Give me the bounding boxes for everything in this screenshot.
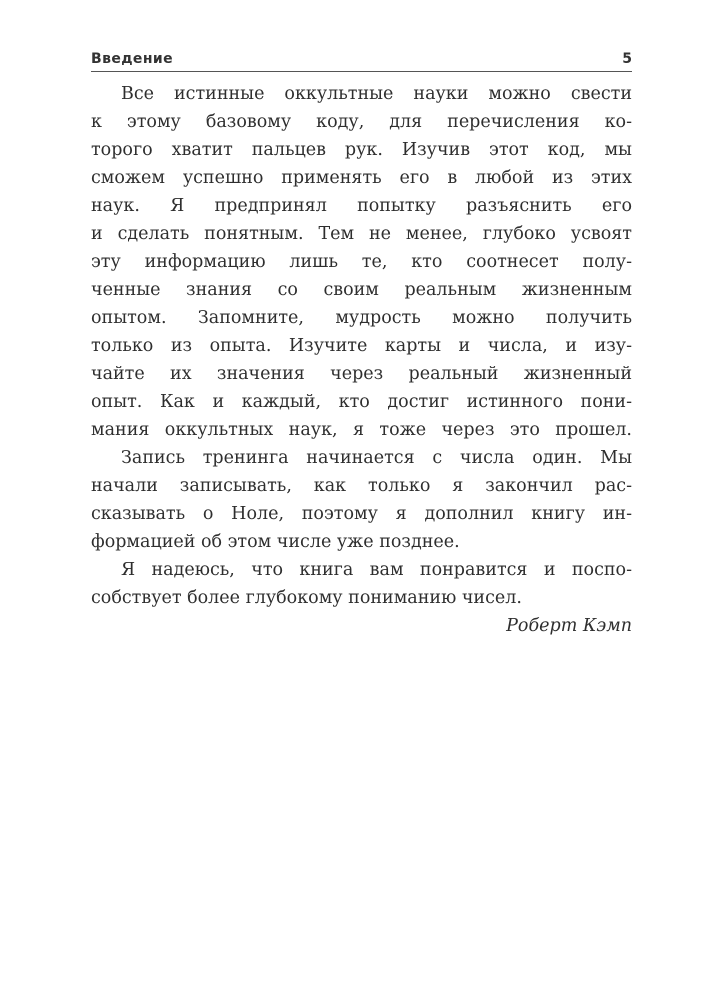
text-line: Запись тренинга начинается с числа один. Мы <box>121 448 632 468</box>
text-line: ченные знания со своим реальным жизненным <box>91 280 632 300</box>
text-line: собствует более глубокому пониманию чисел. <box>91 588 522 608</box>
section-title: Введение <box>91 51 174 67</box>
text-line: торого хватит пальцев рук. Изучив этот код, мы <box>91 140 632 160</box>
page-number: 5 <box>622 51 632 67</box>
paragraph <box>91 444 632 556</box>
running-header <box>91 50 632 72</box>
text-line: к этому базовому коду, для перечисления ко- <box>91 112 632 132</box>
text-line: чайте их значения через реальный жизненный <box>91 364 632 384</box>
text-line: Я надеюсь, что книга вам понравится и поспо- <box>121 560 632 580</box>
text-line: эту информацию лишь те, кто соотнесет полу- <box>91 252 632 272</box>
text-line: формацией об этом числе уже позднее. <box>91 532 460 552</box>
text-line: мания оккультных наук, я тоже через это прошел. <box>91 420 632 440</box>
paragraph <box>91 556 632 612</box>
body-text <box>91 80 632 640</box>
text-line: начали записывать, как только я закончил рас- <box>91 476 632 496</box>
text-line: Все истинные оккультные науки можно свести <box>121 84 632 104</box>
paragraph <box>91 80 632 444</box>
text-line: и сделать понятным. Тем не менее, глубоко усвоят <box>91 224 632 244</box>
text-line: наук. Я предпринял попытку разъяснить его <box>91 196 632 216</box>
author-signature: Роберт Кэмп <box>506 616 632 636</box>
book-page <box>91 50 632 640</box>
text-line: сможем успешно применять его в любой из этих <box>91 168 632 188</box>
text-line: сказывать о Ноле, поэтому я дополнил книгу ин- <box>91 504 632 524</box>
text-line: опытом. Запомните, мудрость можно получить <box>91 308 632 328</box>
text-line: только из опыта. Изучите карты и числа, и изу- <box>91 336 632 356</box>
text-line: опыт. Как и каждый, кто достиг истинного пони- <box>91 392 632 412</box>
